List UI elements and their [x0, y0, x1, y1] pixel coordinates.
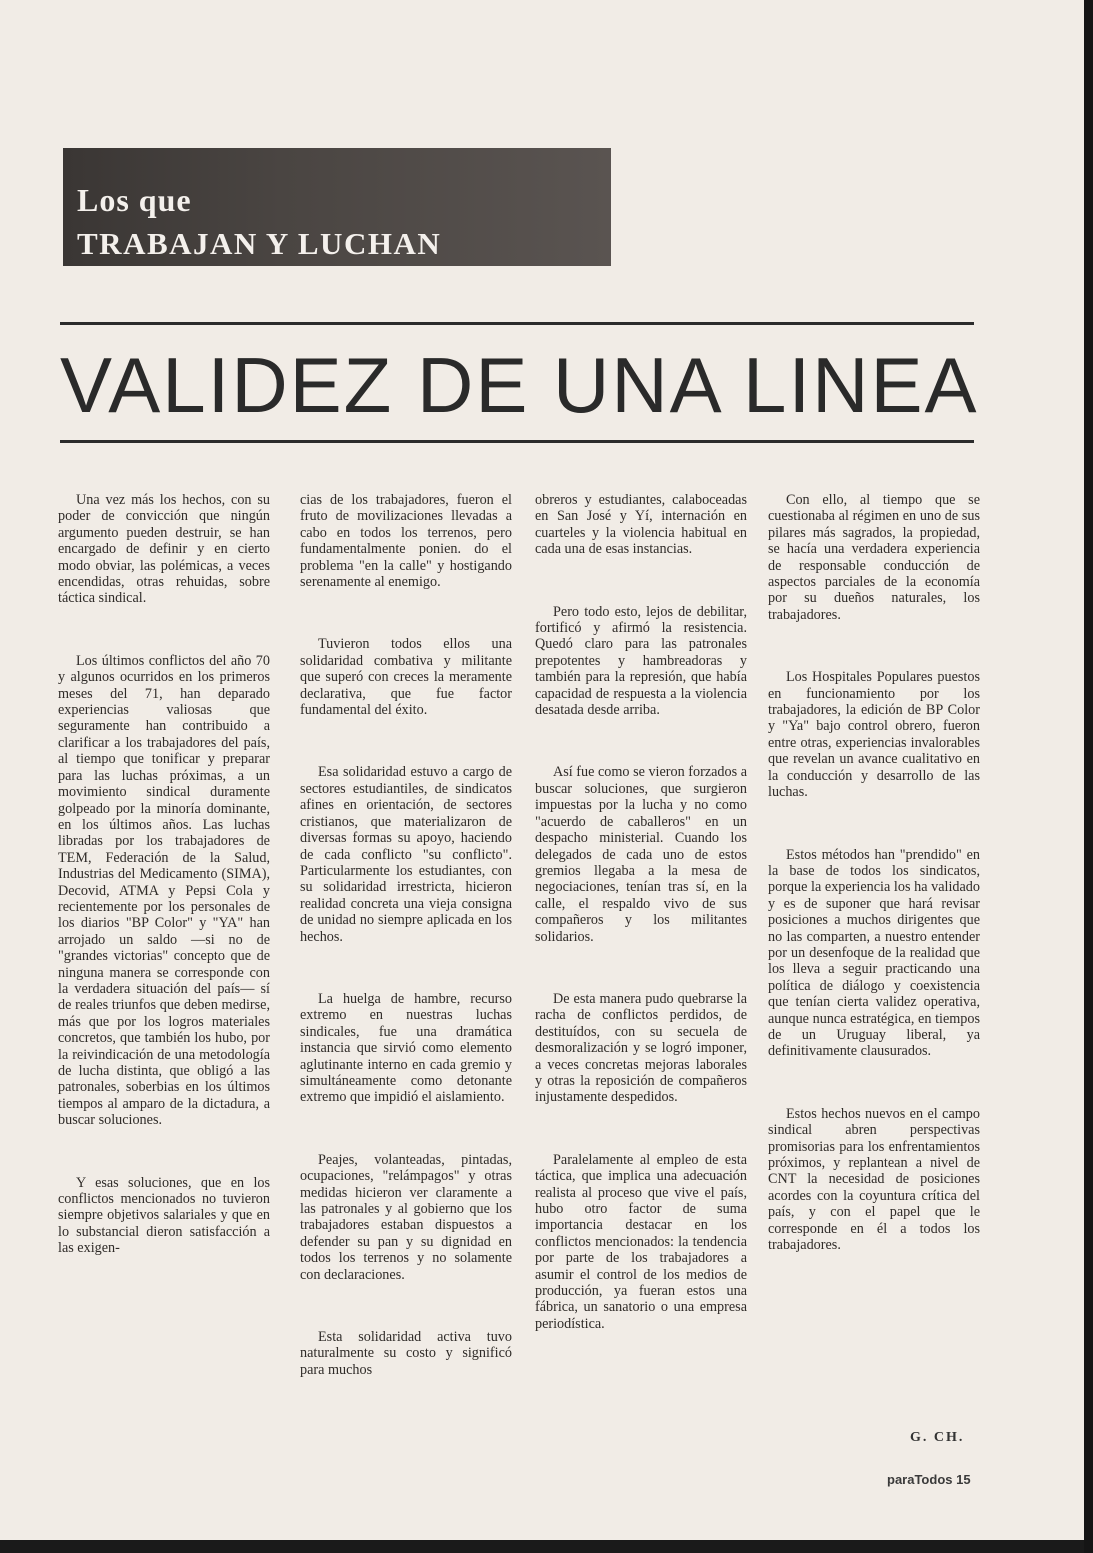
paragraph: Esa solidaridad estuvo a cargo de sectores estudiantiles, de sindicatos afines en orientación, de sectores cristianos, que materializaron de diversas formas su apoyo, haciendo de cada conflicto "su conflicto". Particularmente los estudiantes, con su solidaridad irrestricta, hicieron realidad concreta una vieja consigna de unidad no siempre aplicada en los hechos. [300, 764, 512, 945]
paragraph: Estos hechos nuevos en el campo sindical abren perspectivas promisorias para los enfrentamientos próximos, y replantean a nivel de CNT la necesidad de posiciones acordes con la coyuntura crítica del país, y con el papel que le corresponde en él a todos los trabajadores. [768, 1105, 980, 1254]
title-rule-bottom [60, 440, 974, 443]
paragraph: La huelga de hambre, recurso extremo en nuestras luchas sindicales, fue una dramática instancia que sirvió como elemento aglutinante interno en cada gremio y simultáneamente como detonante extremo que impidió el aislamiento. [300, 990, 512, 1106]
scan-edge [1084, 0, 1093, 1553]
author-signature: G. CH. [910, 1430, 965, 1445]
paragraph: Y esas soluciones, que en los conflictos mencionados no tuvieron siempre objetivos salariales y que en lo substancial dieron satisfacción a las exigen- [58, 1174, 270, 1257]
title-rule-top [60, 322, 974, 325]
paragraph: Peajes, volanteadas, pintadas, ocupaciones, "relámpagos" y otras medidas hicieron ver claramente a las patronales y al gobierno que los trabajadores estaban dispuestos a defender su pan y su dignidad en todos los terrenos y no solamente con declaraciones. [300, 1151, 512, 1283]
paragraph: Tuvieron todos ellos una solidaridad combativa y militante que superó con creces la meramente declarativa, que fue factor fundamental del éxito. [300, 636, 512, 719]
paragraph: Esta solidaridad activa tuvo naturalmente su costo y significó para muchos [300, 1329, 512, 1378]
article-title: VALIDEZ DE UNA LINEA [60, 341, 979, 429]
text-column-4 [768, 492, 980, 1299]
paragraph: Los Hospitales Populares puestos en funcionamiento por los trabajadores, la edición de BP Color y "Ya" bajo control obrero, fueron entre otras, experiencias invalorables que revelan un avance cualitativo en la conducción y desarrollo de las luchas. [768, 669, 980, 801]
paragraph: Paralelamente al empleo de esta táctica, que implica una adecuación realista al proceso que vive el país, hubo otro factor de suma importancia destacar en los conflictos mencionados: la tendencia por parte de los trabajadores a asumir el control de los medios de producción, ya fueran estos una fábrica, un sanatorio o una empresa periodística. [535, 1151, 747, 1332]
paragraph: Estos métodos han "prendido" en la base de todos los sindicatos, porque la experiencia los ha validado y es de suponer que hará revisar posiciones a muchos dirigentes que no las comparten, a nuestro entender por un desenfoque de la realidad que los lleva a seguir practicando una política de diálogo y coexistencia que tenían cierta validez operativa, aunque nunca estratégica, en tiempos de un Uruguay liberal, ya definitivamente clausurados. [768, 846, 980, 1060]
paragraph: Una vez más los hechos, con su poder de convicción que ningún argumento pueden destruir, se han encargado de definir y en cierto modo obviar, las polémicas, a veces encendidas, otras rehuidas, sobre táctica sindical. [58, 492, 270, 607]
text-column-2 [300, 492, 512, 1424]
text-column-1 [58, 492, 270, 1303]
banner-line-2: TRABAJAN Y LUCHAN [77, 226, 442, 261]
paragraph: Así fue como se vieron forzados a buscar soluciones, que surgieron impuestas por la lucha y no como "acuerdo de caballeros" en un despacho ministerial. Cuando los delegados de cada uno de estos gremios llegaba a la mesa de negociaciones, tenían tras sí, en la calle, el respaldo vivo de sus compañeros y los militantes solidarios. [535, 764, 747, 945]
paragraph: De esta manera pudo quebrarse la racha de conflictos perdidos, de destituídos, con su secuela de desmoralización y se logró imponer, a veces concretas mejoras laborales y otras la reposición de compañeros injustamente despedidos. [535, 990, 747, 1106]
text-column-3 [535, 492, 747, 1378]
paragraph: Con ello, al tiempo que se cuestionaba al régimen en uno de sus pilares más sagrados, la propiedad, se hacía una verdadera experiencia de responsable conducción de aspectos parciales de la economía por su dueños naturales, los trabajadores. [768, 492, 980, 623]
paragraph: cias de los trabajadores, fueron el fruto de movilizaciones llevadas a cabo en todos los terrenos, pero fundamentalmente ponien. do el problema "en la calle" y hostigando serenamente al enemigo. [300, 492, 512, 591]
banner-line-1: Los que [77, 182, 192, 218]
paragraph: obreros y estudiantes, calaboceadas en San José y Yí, internación en cuarteles y la violencia habitual en cada una de esas instancias. [535, 492, 747, 558]
paragraph: Los últimos conflictos del año 70 y algunos ocurridos en los primeros meses del 71, han deparado experiencias valiosas que seguramente han contribuido a clarificar a los trabajadores del país, al tiempo que tonificar y preparar para las luchas próximas, a un movimiento sindical duramente golpeado por la minoría dominante, en los últimos años. Las luchas libradas por los trabajadores de TEM, Federación de la Salud, Industrias del Medicamento (SIMA), Decovid, ATMA y Pepsi Cola y recientemente por los personales de los diarios "BP Color" y "YA" han arrojado un saldo —si no de "grandes victorias" concepto que de ninguna manera se corresponde con la verdadera situación del país— sí de reales triunfos que deben medirse, más que por los logros materiales concretos, que también los hubo, por la reivindicación de una metodología de lucha distinta, que obligó a las patronales, soberbias en los últimos tiempos al amparo de la dictadura, a buscar soluciones. [58, 652, 270, 1129]
section-banner [63, 148, 611, 266]
paragraph: Pero todo esto, lejos de debilitar, fortificó y afirmó la resistencia. Quedó claro para las patronales prepotentes y hambreadoras y también para la represión, que había capacidad de respuesta a la violencia desatada desde arriba. [535, 603, 747, 719]
page-footer: paraTodos 15 [887, 1472, 971, 1487]
